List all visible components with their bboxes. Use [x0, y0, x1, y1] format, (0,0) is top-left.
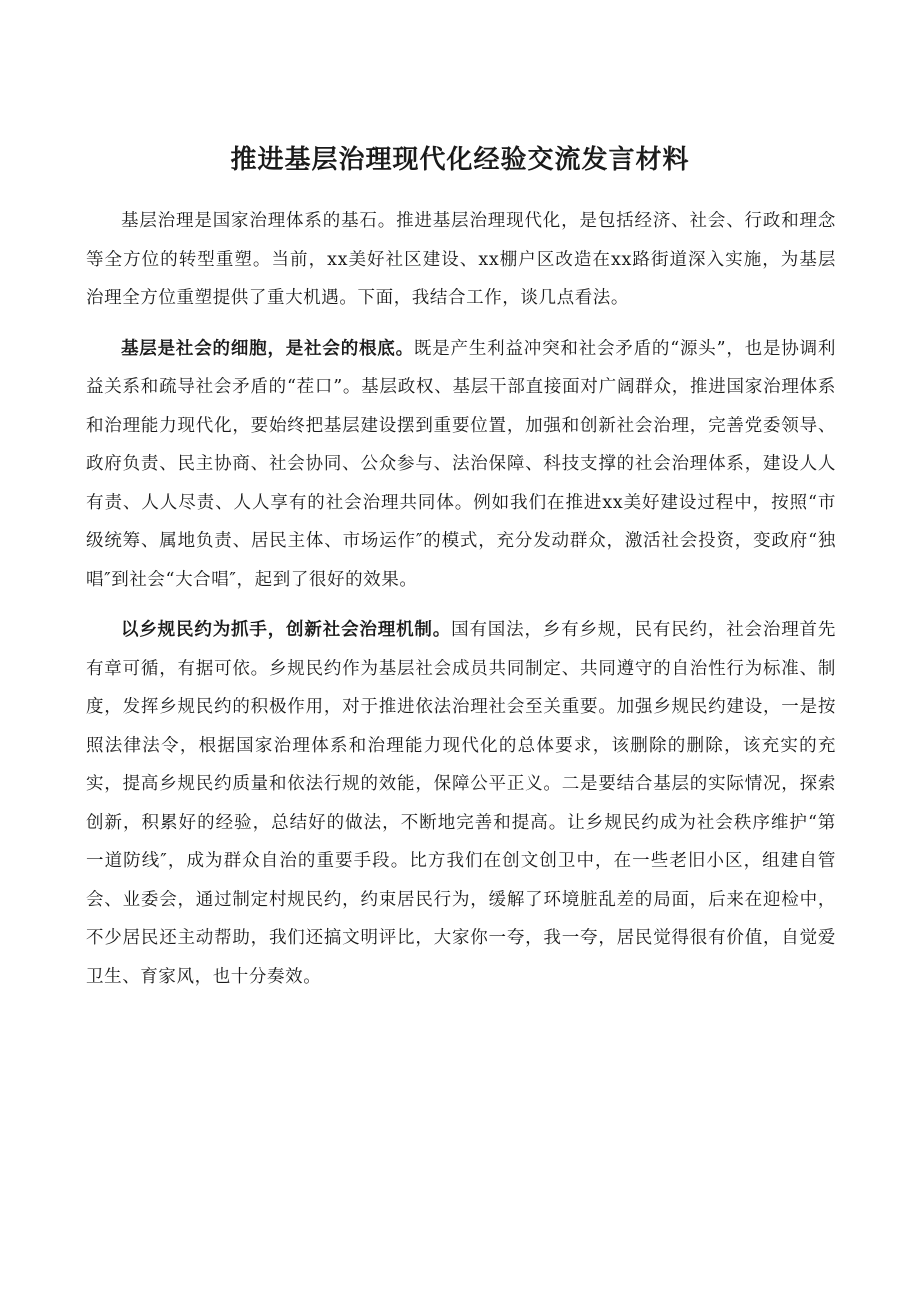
paragraph-lead: 以乡规民约为抓手，创新社会治理机制。	[121, 620, 452, 640]
document-body	[86, 202, 836, 996]
paragraph-lead: 基层是社会的细胞，是社会的根底。	[121, 338, 414, 359]
paragraph-text: 国有国法，乡有乡规，民有民约，社会治理首先有章可循，有据可依。乡规民约作为基层社会成员共同制定、共同遵守的自治性行为标准、制度，发挥乡规民约的积极作用，对于推进依法治理社会至关重要。加强乡规民约建设，一是按照法律法令，根据国家治理体系和治理能力现代化的总体要求，该删除的删除，该充实的充实，提高乡规民约质量和依法行规的效能，保障公平正义。二是要结合基层的实际情况，探索创新，积累好的经验，总结好的做法，不断地完善和提高。让乡规民约成为社会秩序维护“第一道防线″，成为群众自治的重要手段。比方我们在创文创卫中，在一些老旧小区，组建自管会、业委会，通过制定村规民约，约束居民行为，缓解了环境脏乱差的局面，后来在迎检中，不少居民还主动帮助，我们还搞文明评比，大家你一夸，我一夸，居民觉得很有价值，自觉爱卫生、育家风，也十分奏效。	[86, 620, 836, 987]
paragraph-village-rules	[86, 611, 836, 996]
paragraph-intro	[86, 202, 836, 318]
paragraph-grassroots	[86, 330, 836, 600]
paragraph-text: 基层治理是国家治理体系的基石。推进基层治理现代化，是包括经济、社会、行政和理念等全方位的转型重塑。当前，xx美好社区建设、xx棚户区改造在xx路街道深入实施，为基层治理全方位重塑提供了重大机遇。下面，我结合工作，谈几点看法。	[86, 211, 836, 308]
paragraph-text: 既是产生利益冲突和社会矛盾的“源头”，也是协调利益关系和疏导社会矛盾的“茬口”。基层政权、基层干部直接面对广阔群众，推进国家治理体系和治理能力现代化，要始终把基层建设摆到重要位置，加强和创新社会治理，完善党委领导、政府负责、民主协商、社会协同、公众参与、法治保障、科技支撑的社会治理体系，建设人人有责、人人尽责、人人享有的社会治理共同体。例如我们在推进xx美好建设过程中，按照“市级统筹、属地负责、居民主体、市场运作″的模式，充分发动群众，激活社会投资，变政府“独唱″到社会“大合唱″，起到了很好的效果。	[86, 338, 836, 590]
document-title: 推进基层治理现代化经验交流发言材料	[230, 145, 690, 175]
